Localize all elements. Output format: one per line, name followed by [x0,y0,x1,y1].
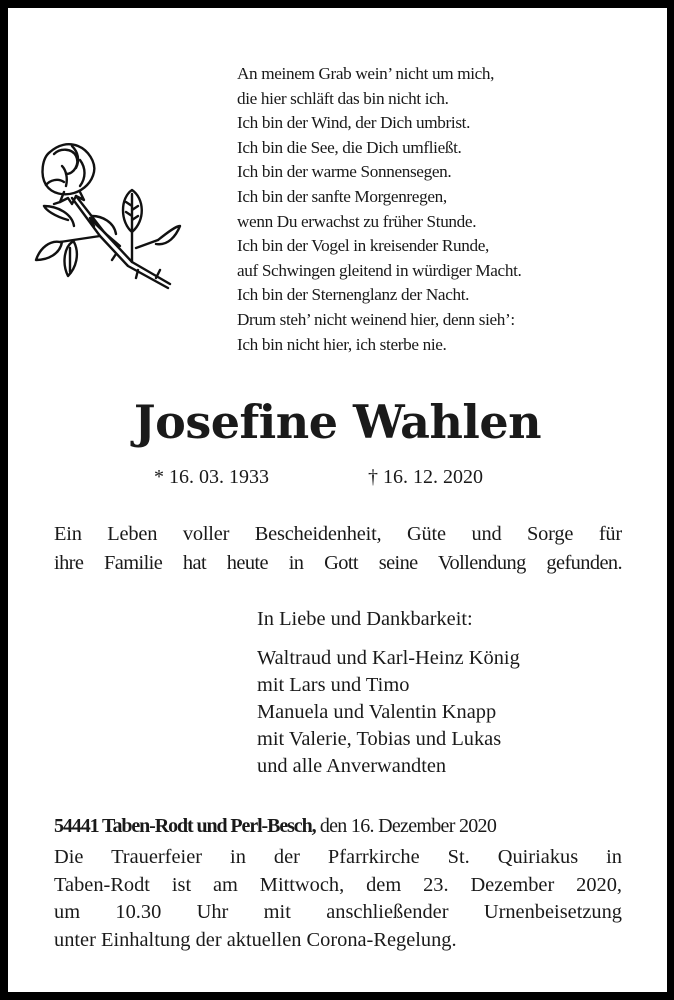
service-line: um 10.30 Uhr mit anschließender Urnenbeisetzung [54,901,622,923]
funeral-service-info [54,844,622,954]
mourner-line: mit Lars und Timo [257,674,410,696]
poem-line: Ich bin der Sternenglanz der Nacht. [237,285,470,305]
poem-line: Ich bin der Wind, der Dich umbrist. [237,113,471,133]
place-date-line [54,811,622,841]
death-date: † 16. 12. 2020 [368,466,483,488]
poem-line: Drum steh’ nicht weinend hier, denn sieh’: [237,309,515,329]
poem-line: Ich bin der warme Sonnensegen. [237,162,452,182]
tribute-line: Ein Leben voller Bescheidenheit, Güte und Sorge für [54,523,622,545]
poem-line: die hier schläft das bin nicht ich. [237,88,449,108]
mourners-block [257,606,520,780]
deceased-name: Josefine Wahlen [133,395,542,449]
service-line: unter Einhaltung der aktuellen Corona-Regelung. [54,928,457,951]
mourner-line: mit Valerie, Tobias und Lukas [257,728,502,750]
place: 54441 Taben-Rodt und Perl-Besch, [54,815,316,837]
mourner-line: Manuela und Valentin Knapp [257,701,497,723]
obituary-notice [8,8,667,992]
mourners-heading: In Liebe und Dankbarkeit: [257,608,473,630]
poem [237,62,521,357]
date: den 16. Dezember 2020 [315,815,497,837]
service-line: Taben-Rodt ist am Mittwoch, dem 23. Dezember 2020, [54,873,622,896]
rose-icon [20,130,190,300]
mourner-line: Waltraud und Karl-Heinz König [257,647,520,669]
tribute-text [54,520,622,578]
poem-line: Ich bin der sanfte Morgenregen, [237,186,447,206]
poem-line: An meinem Grab wein’ nicht um mich, [237,64,495,83]
service-line: Die Trauerfeier in der Pfarrkirche St. Quiriakus in [54,846,622,868]
mourner-line: und alle Anverwandten [257,755,447,777]
tribute-line: ihre Familie hat heute in Gott seine Vollendung gefunden. [54,552,622,574]
poem-line: Ich bin die See, die Dich umfließt. [237,137,462,157]
birth-date: * 16. 03. 1933 [154,466,269,488]
poem-line: Ich bin der Vogel in kreisender Runde, [237,236,489,256]
poem-line: auf Schwingen gleitend in würdiger Macht. [237,260,522,280]
poem-line: Ich bin nicht hier, ich sterbe nie. [237,334,447,354]
poem-line: wenn Du erwachst zu früher Stunde. [237,211,477,231]
